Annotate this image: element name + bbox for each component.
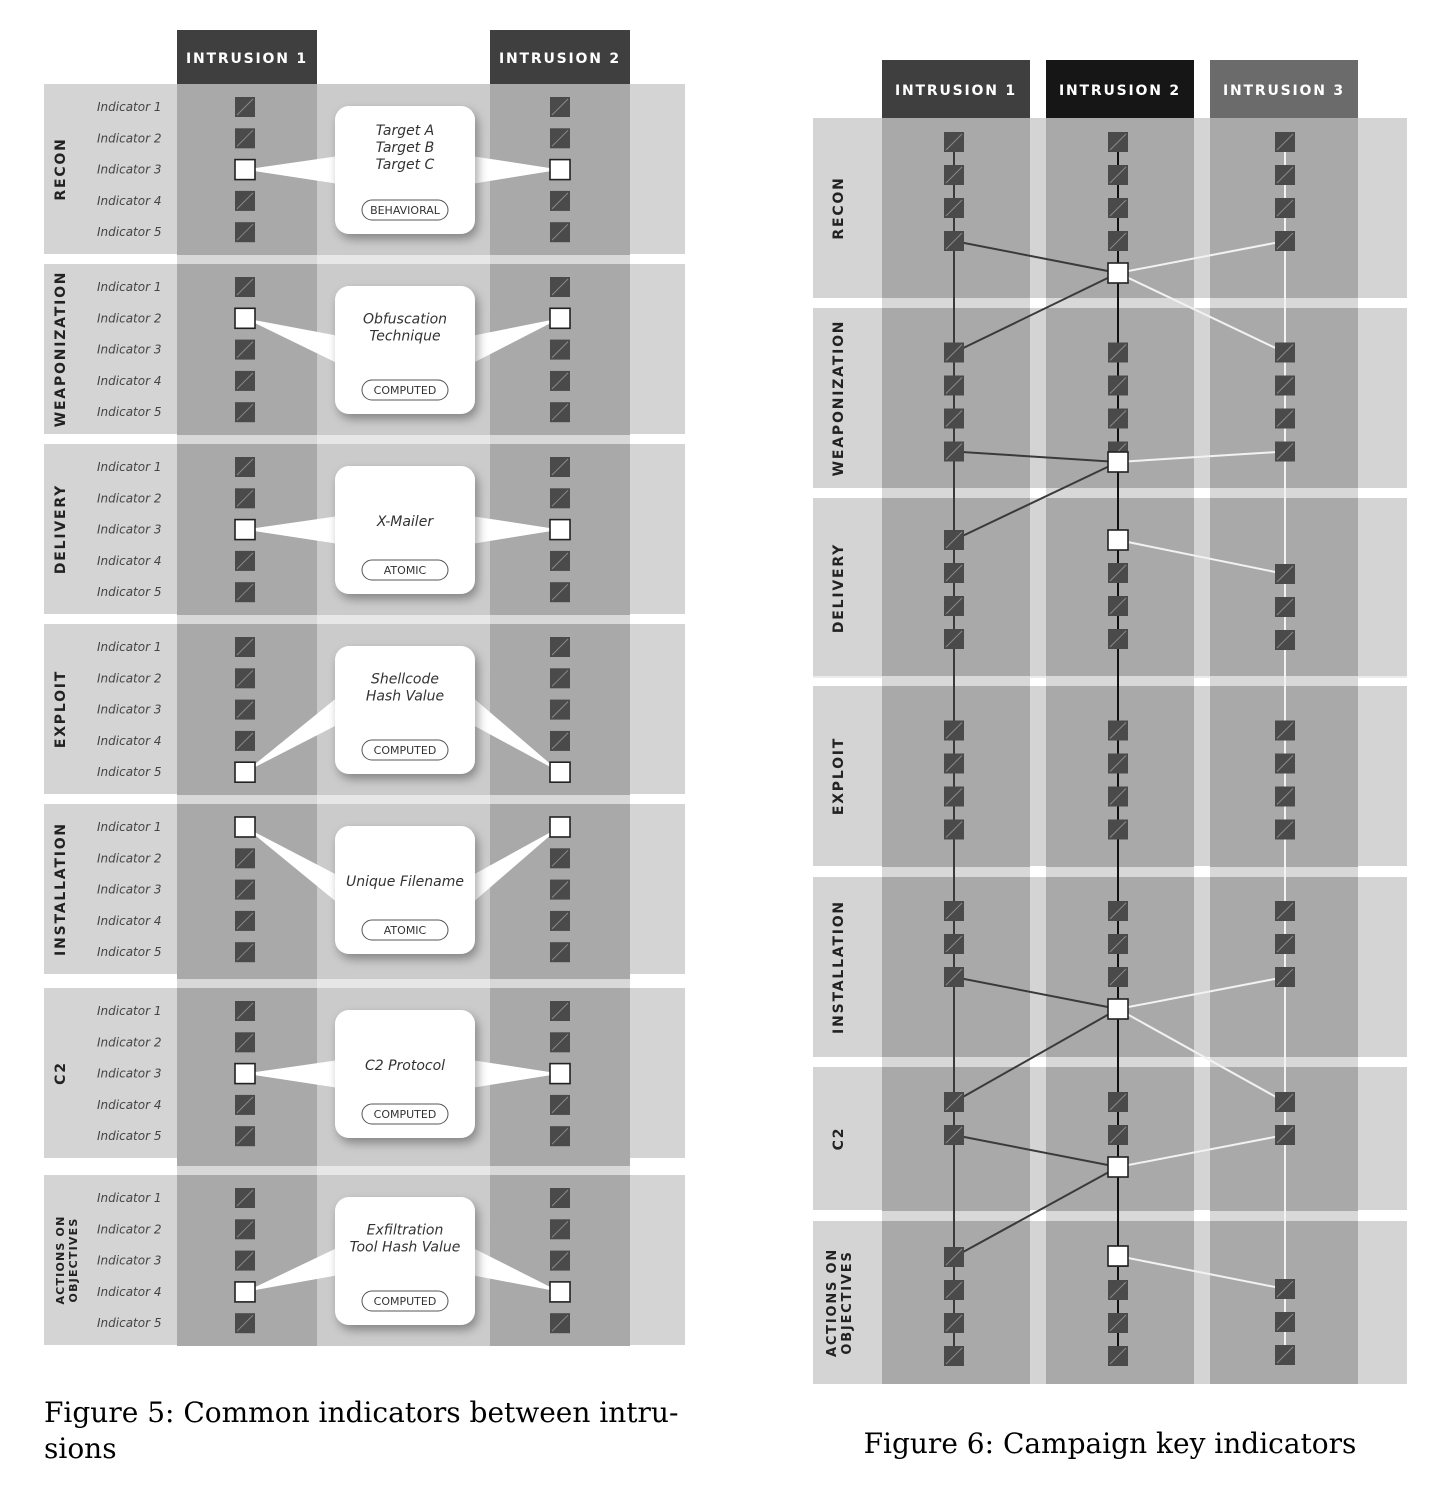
- fig6-indicator-square: [1108, 1280, 1128, 1300]
- fig5-indicator-label: Indicator 2: [97, 1222, 162, 1237]
- fig6-phase-label: INSTALLATION: [831, 900, 847, 1034]
- fig5-badge-label: COMPUTED: [373, 384, 437, 397]
- fig6-indicator-square: [1108, 629, 1128, 649]
- fig6-indicator-square: [944, 165, 964, 185]
- fig5-indicator-label: Indicator 1: [97, 1191, 162, 1205]
- fig5-common-indicator: [550, 520, 570, 540]
- fig6-indicator-square: [1108, 132, 1128, 152]
- fig5-indicator-square: [235, 222, 255, 242]
- fig6-indicator-square: [1108, 198, 1128, 218]
- fig6-indicator-square: [1108, 1092, 1128, 1112]
- fig6-indicator-square: [1108, 409, 1128, 429]
- fig6-indicator-square: [944, 231, 964, 251]
- fig6-indicator-square: [1275, 597, 1295, 617]
- fig6-indicator-square: [1275, 901, 1295, 921]
- fig6-indicator-square: [944, 1313, 964, 1333]
- fig6-indicator-square: [1108, 376, 1128, 396]
- fig5-phase-label: EXPLOIT: [53, 669, 69, 749]
- fig5-indicator-square: [550, 731, 570, 751]
- fig6-indicator-square: [944, 1247, 964, 1267]
- fig5-indicator-square: [235, 637, 255, 657]
- fig6-indicator-square: [944, 530, 964, 550]
- fig5-indicator-square: [550, 488, 570, 508]
- fig6-indicator-square: [944, 132, 964, 152]
- fig5-indicator-square: [235, 1126, 255, 1146]
- fig5-common-indicator: [550, 308, 570, 328]
- fig6-indicator-square: [944, 563, 964, 583]
- fig6-indicator-square: [1275, 630, 1295, 650]
- fig5-indicator-square: [550, 848, 570, 868]
- fig6-indicator-square: [944, 442, 964, 462]
- fig5-indicator-square: [550, 1095, 570, 1115]
- fig5-callout-text: Obfuscation: [362, 311, 448, 328]
- fig5-indicator-square: [235, 277, 255, 297]
- fig6-key-indicator: [1108, 1157, 1128, 1177]
- fig5-badge-label: BEHAVIORAL: [370, 204, 440, 217]
- fig6-band-separator: [813, 488, 1407, 498]
- fig6-phase-label: RECON: [831, 176, 847, 240]
- fig5-indicator-square: [550, 911, 570, 931]
- fig5-indicator-square: [235, 97, 255, 117]
- fig6-indicator-square: [1275, 1125, 1295, 1145]
- fig6-indicator-square: [944, 787, 964, 807]
- fig5-indicator-square: [235, 668, 255, 688]
- fig6-indicator-square: [944, 596, 964, 616]
- fig6-band-separator: [813, 676, 1407, 686]
- fig5-phase-label: INSTALLATION: [53, 822, 69, 956]
- fig6-indicator-square: [1108, 1346, 1128, 1366]
- fig6-indicator-square: [1108, 754, 1128, 774]
- fig6-indicator-square: [944, 1092, 964, 1112]
- fig5-badge-label: ATOMIC: [383, 564, 427, 577]
- fig6-indicator-square: [944, 967, 964, 987]
- fig6-key-indicator: [1108, 1246, 1128, 1266]
- fig5-callout-text: Technique: [369, 328, 441, 345]
- fig6-indicator-square: [1108, 787, 1128, 807]
- fig5-callout-text: C2 Protocol: [364, 1058, 446, 1074]
- fig5-common-indicator: [550, 1282, 570, 1302]
- fig6-column-header-label: INTRUSION 3: [1223, 83, 1345, 99]
- fig5-indicator-label: Indicator 4: [97, 1284, 162, 1299]
- fig6-indicator-square: [1275, 1345, 1295, 1365]
- fig5-callout-text: Exfiltration: [366, 1222, 444, 1239]
- fig6-indicator-square: [1108, 596, 1128, 616]
- fig5-badge-label: COMPUTED: [373, 1295, 437, 1308]
- figure-5-common-indicators: [44, 30, 685, 1465]
- fig5-indicator-label: Indicator 2: [97, 491, 162, 506]
- fig6-indicator-square: [944, 820, 964, 840]
- fig6-indicator-square: [1108, 563, 1128, 583]
- fig6-phase-label: OBJECTIVES: [840, 1250, 855, 1355]
- fig5-indicator-square: [235, 1251, 255, 1271]
- fig5-phase-label: OBJECTIVES: [67, 1217, 80, 1303]
- fig5-callout-text: Shellcode: [371, 671, 439, 688]
- fig5-common-indicator: [235, 1064, 255, 1084]
- fig5-indicator-square: [550, 551, 570, 571]
- fig5-indicator-label: Indicator 1: [97, 280, 162, 294]
- fig5-badge-label: COMPUTED: [373, 744, 437, 757]
- fig6-band-separator: [813, 298, 1407, 308]
- fig5-common-indicator: [235, 160, 255, 180]
- fig6-indicator-square: [1108, 901, 1128, 921]
- fig5-indicator-label: Indicator 1: [97, 1004, 162, 1018]
- fig5-band-separator: [44, 435, 685, 444]
- fig5-indicator-square: [235, 1188, 255, 1208]
- fig6-column-header-label: INTRUSION 1: [895, 83, 1017, 99]
- fig5-indicator-square: [550, 402, 570, 422]
- fig6-key-indicator: [1108, 263, 1128, 283]
- fig5-common-indicator: [235, 762, 255, 782]
- fig5-indicator-square: [550, 340, 570, 360]
- fig5-indicator-square: [550, 1251, 570, 1271]
- fig6-indicator-square: [1275, 409, 1295, 429]
- fig5-common-indicator: [235, 817, 255, 837]
- fig6-indicator-square: [944, 1280, 964, 1300]
- fig5-indicator-label: Indicator 2: [97, 671, 162, 686]
- fig6-indicator-square: [1275, 787, 1295, 807]
- fig6-band-separator: [813, 867, 1407, 877]
- fig5-indicator-square: [235, 488, 255, 508]
- fig5-indicator-label: Indicator 4: [97, 1097, 162, 1112]
- fig5-column-header-label: INTRUSION 1: [186, 51, 308, 67]
- fig5-indicator-square: [235, 942, 255, 962]
- fig5-phase-label: DELIVERY: [53, 483, 69, 575]
- fig5-indicator-square: [550, 637, 570, 657]
- fig5-indicator-label: Indicator 5: [97, 225, 162, 240]
- fig5-indicator-square: [235, 880, 255, 900]
- fig5-common-indicator: [235, 520, 255, 540]
- fig5-indicator-square: [550, 1188, 570, 1208]
- fig5-indicator-label: Indicator 5: [97, 405, 162, 420]
- fig6-key-indicator: [1108, 530, 1128, 550]
- fig6-key-indicator: [1108, 452, 1128, 472]
- fig5-indicator-label: Indicator 5: [97, 945, 162, 960]
- fig6-indicator-square: [944, 343, 964, 363]
- fig5-indicator-label: Indicator 4: [97, 193, 162, 208]
- fig5-common-indicator: [235, 1282, 255, 1302]
- fig5-phase-label: WEAPONIZATION: [53, 270, 69, 428]
- fig5-phase-label: RECON: [53, 137, 69, 201]
- fig5-indicator-square: [235, 128, 255, 148]
- fig5-indicator-square: [235, 731, 255, 751]
- fig5-indicator-square: [550, 1126, 570, 1146]
- fig5-callout-text: Target C: [375, 157, 435, 173]
- fig5-callout-text: X-Mailer: [376, 514, 434, 530]
- fig5-indicator-square: [550, 1032, 570, 1052]
- fig5-indicator-square: [550, 1219, 570, 1239]
- fig5-band-separator: [44, 979, 685, 988]
- fig5-indicator-square: [550, 1001, 570, 1021]
- fig5-indicator-square: [550, 582, 570, 602]
- fig5-indicator-square: [550, 371, 570, 391]
- fig5-indicator-square: [550, 700, 570, 720]
- fig5-indicator-square: [235, 911, 255, 931]
- fig5-indicator-square: [550, 191, 570, 211]
- fig5-indicator-square: [235, 1219, 255, 1239]
- fig5-indicator-square: [550, 128, 570, 148]
- fig6-indicator-square: [1108, 1125, 1128, 1145]
- fig5-callout-text: Unique Filename: [346, 874, 464, 890]
- fig5-indicator-square: [550, 668, 570, 688]
- fig5-indicator-square: [235, 1313, 255, 1333]
- fig5-band-separator: [44, 615, 685, 624]
- fig5-indicator-square: [235, 457, 255, 477]
- fig5-indicator-square: [235, 582, 255, 602]
- fig6-caption: Figure 6: Campaign key indicators: [863, 1427, 1357, 1460]
- fig5-callout-text: Tool Hash Value: [349, 1239, 461, 1256]
- fig6-indicator-square: [1275, 967, 1295, 987]
- fig5-indicator-label: Indicator 4: [97, 733, 162, 748]
- fig5-indicator-label: Indicator 2: [97, 131, 162, 146]
- fig6-indicator-square: [1108, 967, 1128, 987]
- fig5-indicator-square: [235, 1095, 255, 1115]
- fig5-indicator-square: [550, 222, 570, 242]
- fig6-indicator-square: [944, 1125, 964, 1145]
- fig5-common-indicator: [550, 1064, 570, 1084]
- fig6-indicator-square: [1275, 198, 1295, 218]
- fig6-indicator-square: [944, 1346, 964, 1366]
- fig6-indicator-square: [1108, 934, 1128, 954]
- fig5-indicator-label: Indicator 4: [97, 373, 162, 388]
- fig6-indicator-square: [1275, 376, 1295, 396]
- fig5-indicator-label: Indicator 3: [97, 162, 162, 177]
- fig6-indicator-square: [944, 754, 964, 774]
- fig6-indicator-square: [1275, 442, 1295, 462]
- fig6-indicator-square: [1275, 132, 1295, 152]
- fig5-indicator-square: [550, 942, 570, 962]
- fig5-common-indicator: [550, 817, 570, 837]
- fig5-indicator-label: Indicator 1: [97, 460, 162, 474]
- fig5-badge-label: COMPUTED: [373, 1108, 437, 1121]
- fig6-indicator-square: [1108, 1313, 1128, 1333]
- fig5-indicator-square: [235, 1032, 255, 1052]
- fig6-phase-label: C2: [831, 1126, 847, 1151]
- fig5-indicator-square: [235, 700, 255, 720]
- figure-6-campaign-key-indicators: [813, 60, 1407, 1460]
- fig5-indicator-square: [550, 277, 570, 297]
- fig5-callout-text: Target B: [375, 140, 435, 156]
- fig6-indicator-square: [1108, 721, 1128, 741]
- fig5-indicator-label: Indicator 5: [97, 585, 162, 600]
- fig5-indicator-label: Indicator 3: [97, 1066, 162, 1081]
- fig6-indicator-square: [1275, 564, 1295, 584]
- fig5-indicator-square: [235, 340, 255, 360]
- fig6-indicator-square: [1275, 1312, 1295, 1332]
- fig6-indicator-square: [1275, 231, 1295, 251]
- fig5-indicator-label: Indicator 4: [97, 913, 162, 928]
- fig5-indicator-square: [550, 1313, 570, 1333]
- fig5-indicator-label: Indicator 2: [97, 1035, 162, 1050]
- fig5-indicator-square: [550, 97, 570, 117]
- fig5-indicator-label: Indicator 5: [97, 1129, 162, 1144]
- fig5-caption: sions: [44, 1432, 117, 1465]
- fig6-phase-label: ACTIONS ON: [825, 1247, 840, 1358]
- fig5-indicator-square: [235, 1001, 255, 1021]
- fig5-band-separator: [44, 255, 685, 264]
- fig5-badge-label: ATOMIC: [383, 924, 427, 937]
- fig6-indicator-square: [1108, 820, 1128, 840]
- fig6-indicator-square: [1275, 721, 1295, 741]
- fig6-indicator-square: [944, 901, 964, 921]
- fig6-phase-label: WEAPONIZATION: [831, 319, 847, 477]
- fig6-indicator-square: [1275, 1279, 1295, 1299]
- fig5-phase-label: ACTIONS ON: [54, 1215, 67, 1305]
- fig5-indicator-label: Indicator 3: [97, 1253, 162, 1268]
- fig5-band-separator: [44, 795, 685, 804]
- fig5-indicator-label: Indicator 1: [97, 100, 162, 114]
- fig6-indicator-square: [1275, 1092, 1295, 1112]
- fig5-indicator-label: Indicator 3: [97, 882, 162, 897]
- fig5-indicator-label: Indicator 3: [97, 342, 162, 357]
- fig6-indicator-square: [944, 934, 964, 954]
- fig5-column-header-label: INTRUSION 2: [499, 51, 621, 67]
- fig6-indicator-square: [944, 376, 964, 396]
- fig6-indicator-square: [944, 629, 964, 649]
- fig6-indicator-square: [1275, 934, 1295, 954]
- fig5-indicator-label: Indicator 1: [97, 820, 162, 834]
- fig5-indicator-label: Indicator 3: [97, 522, 162, 537]
- fig5-indicator-label: Indicator 1: [97, 640, 162, 654]
- fig6-indicator-square: [1108, 165, 1128, 185]
- fig5-indicator-square: [550, 457, 570, 477]
- fig6-indicator-square: [1108, 231, 1128, 251]
- fig6-indicator-square: [944, 721, 964, 741]
- fig5-common-indicator: [235, 308, 255, 328]
- fig5-indicator-label: Indicator 2: [97, 851, 162, 866]
- fig6-indicator-square: [1275, 343, 1295, 363]
- fig6-indicator-square: [1108, 343, 1128, 363]
- fig5-indicator-square: [235, 191, 255, 211]
- fig6-indicator-square: [1275, 165, 1295, 185]
- fig5-phase-label: C2: [53, 1061, 69, 1085]
- fig5-band-separator: [44, 1166, 685, 1175]
- fig6-indicator-square: [1275, 754, 1295, 774]
- fig5-indicator-square: [550, 880, 570, 900]
- fig6-indicator-square: [1275, 820, 1295, 840]
- fig5-callout-text: Target A: [375, 123, 435, 139]
- fig5-common-indicator: [550, 762, 570, 782]
- fig6-indicator-square: [944, 198, 964, 218]
- fig5-indicator-square: [235, 371, 255, 391]
- fig5-common-indicator: [550, 160, 570, 180]
- fig6-band-separator: [813, 1211, 1407, 1221]
- fig5-caption: Figure 5: Common indicators between intru-: [44, 1396, 679, 1429]
- fig6-phase-label: DELIVERY: [831, 542, 847, 634]
- fig5-callout-text: Hash Value: [365, 688, 445, 705]
- fig6-column-header-label: INTRUSION 2: [1059, 83, 1181, 99]
- fig6-indicator-square: [944, 409, 964, 429]
- fig5-indicator-square: [235, 402, 255, 422]
- fig6-band-separator: [813, 1057, 1407, 1067]
- fig5-indicator-square: [235, 551, 255, 571]
- fig5-indicator-label: Indicator 5: [97, 1316, 162, 1331]
- fig5-indicator-label: Indicator 4: [97, 553, 162, 568]
- fig6-phase-label: EXPLOIT: [831, 736, 847, 816]
- fig6-key-indicator: [1108, 999, 1128, 1019]
- fig5-indicator-square: [235, 848, 255, 868]
- fig5-indicator-label: Indicator 5: [97, 765, 162, 780]
- fig5-indicator-label: Indicator 2: [97, 311, 162, 326]
- fig5-indicator-label: Indicator 3: [97, 702, 162, 717]
